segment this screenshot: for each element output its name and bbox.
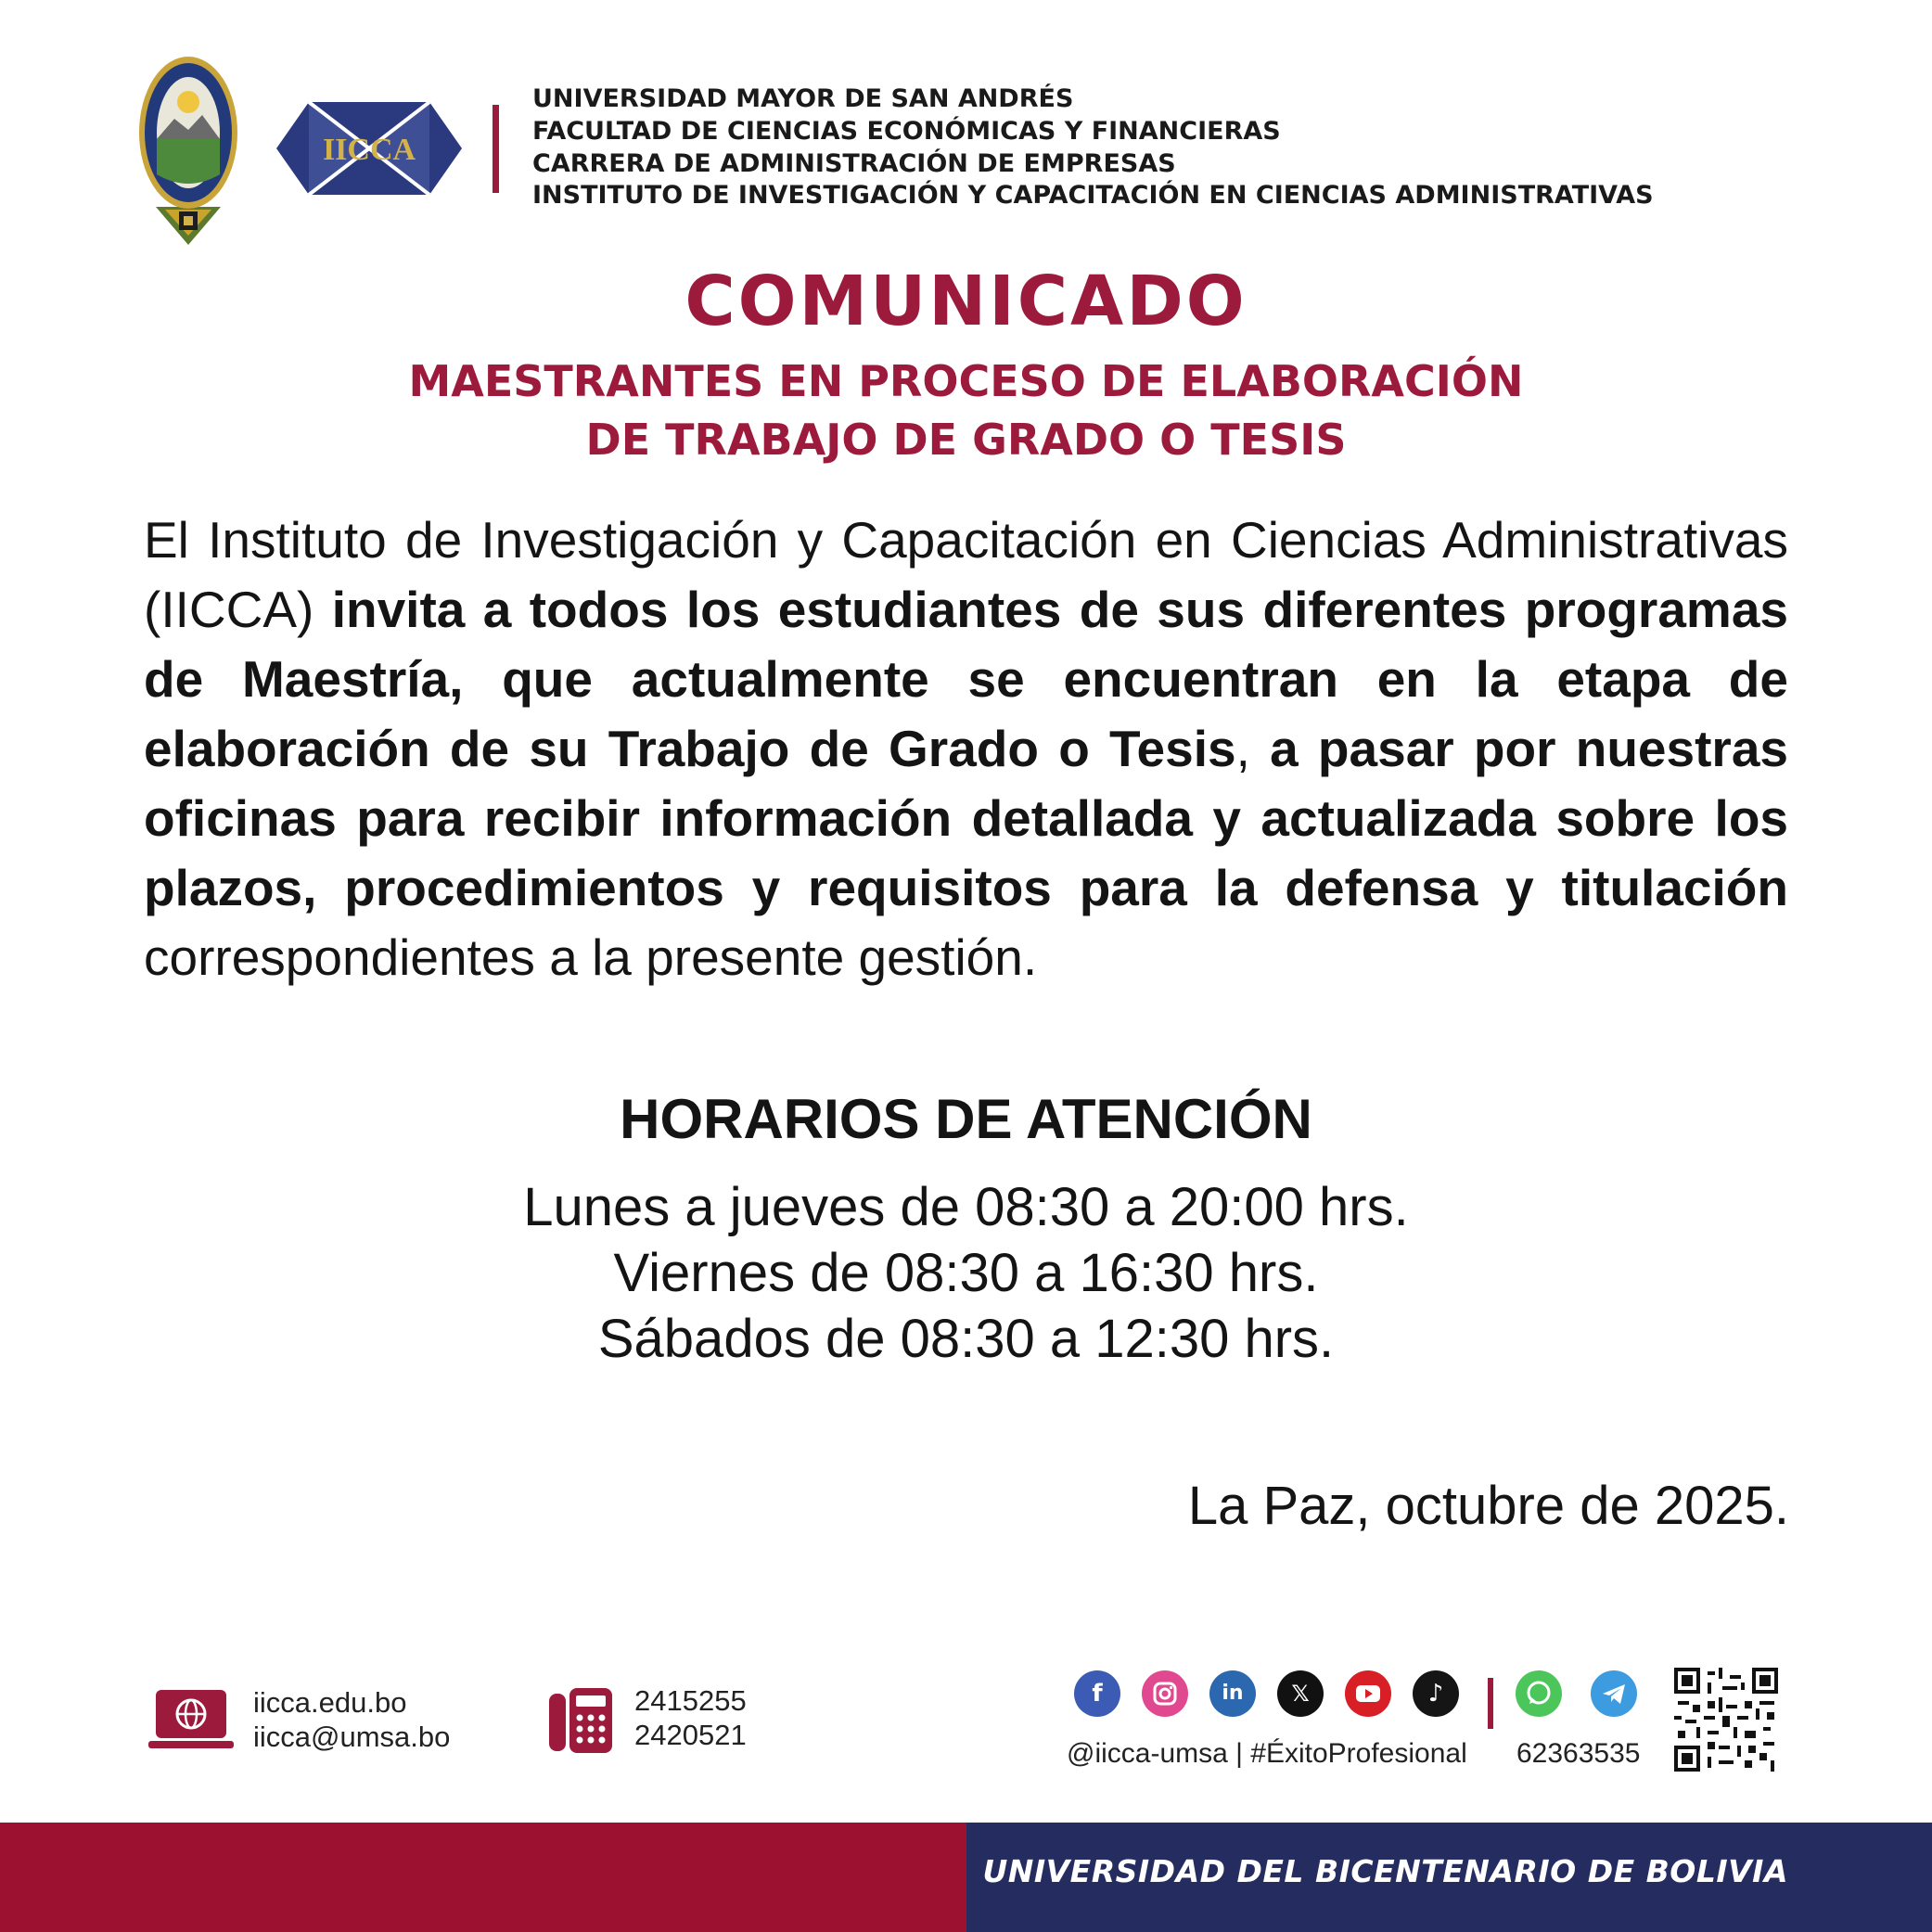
subtitle-line-2: DE TRABAJO DE GRADO O TESIS bbox=[585, 415, 1347, 465]
header-university: UNIVERSIDAD MAYOR DE SAN ANDRÉS bbox=[532, 84, 1074, 113]
whatsapp-number[interactable]: 62363535 bbox=[1516, 1738, 1641, 1769]
umsa-seal-logo bbox=[137, 54, 239, 245]
hours-saturday: Sábados de 08:30 a 12:30 hrs. bbox=[597, 1309, 1335, 1369]
phone-icon bbox=[549, 1688, 614, 1753]
telegram-icon[interactable] bbox=[1591, 1670, 1637, 1717]
footer-band-text: UNIVERSIDAD DEL BICENTENARIO DE BOLIVIA bbox=[982, 1853, 1788, 1889]
youtube-icon[interactable] bbox=[1345, 1670, 1391, 1717]
header-career: CARRERA DE ADMINISTRACIÓN DE EMPRESAS bbox=[532, 149, 1176, 178]
tiktok-icon[interactable]: ♪ bbox=[1413, 1670, 1459, 1717]
hours-weekdays: Lunes a jueves de 08:30 a 20:00 hrs. bbox=[523, 1177, 1409, 1237]
header-faculty: FACULTAD DE CIENCIAS ECONÓMICAS Y FINANCIERAS bbox=[532, 117, 1281, 146]
facebook-icon[interactable]: f bbox=[1074, 1670, 1120, 1717]
social-handle[interactable]: @iicca-umsa | #ÉxitoProfesional bbox=[1067, 1738, 1467, 1769]
body-bold-2: a pasar por nuestras oficinas para recibir información detallada y actualizada sobre los plazos, procedimientos y requisitos para la defensa y titulación bbox=[144, 720, 1789, 916]
instagram-icon[interactable] bbox=[1142, 1670, 1188, 1717]
email-link[interactable]: iicca@umsa.bo bbox=[253, 1721, 451, 1753]
footer-band-left bbox=[0, 1823, 966, 1932]
whatsapp-icon[interactable] bbox=[1516, 1670, 1562, 1717]
subtitle-line-1: MAESTRANTES EN PROCESO DE ELABORACIÓN bbox=[408, 356, 1524, 406]
laptop-globe-icon bbox=[148, 1690, 234, 1751]
website-link[interactable]: iicca.edu.bo bbox=[253, 1686, 407, 1719]
social-divider bbox=[1488, 1678, 1493, 1729]
announcement-paragraph bbox=[144, 505, 1788, 992]
qr-code[interactable] bbox=[1674, 1668, 1778, 1772]
body-separator: , bbox=[1235, 720, 1271, 777]
iicca-logo bbox=[276, 102, 462, 195]
hours-friday: Viernes de 08:30 a 16:30 hrs. bbox=[613, 1243, 1319, 1303]
iicca-logo-text: IICCA bbox=[322, 133, 416, 167]
header-institute: INSTITUTO DE INVESTIGACIÓN Y CAPACITACIÓN EN CIENCIAS ADMINISTRATIVAS bbox=[532, 181, 1654, 210]
phone-number-2[interactable]: 2420521 bbox=[634, 1719, 747, 1751]
hours-heading: HORARIOS DE ATENCIÓN bbox=[620, 1088, 1312, 1150]
page-title: COMUNICADO bbox=[685, 262, 1247, 341]
phone-number-1[interactable]: 2415255 bbox=[634, 1684, 747, 1717]
body-bold-1: invita a todos los estudiantes de sus diferentes programas de Maestría, que actualmente se encuentran en la etapa de elaboración de su Trabajo de Grado o Tesis bbox=[144, 581, 1788, 777]
x-icon[interactable]: 𝕏 bbox=[1277, 1670, 1324, 1717]
body-intro: El Instituto de Investigación y Capacitación en Ciencias Administrativas (IICCA) bbox=[144, 511, 1788, 638]
linkedin-icon[interactable]: in bbox=[1209, 1670, 1256, 1717]
body-outro: correspondientes a la presente gestión. bbox=[144, 928, 1038, 986]
header-divider bbox=[493, 105, 499, 193]
place-date: La Paz, octubre de 2025. bbox=[1187, 1476, 1789, 1536]
